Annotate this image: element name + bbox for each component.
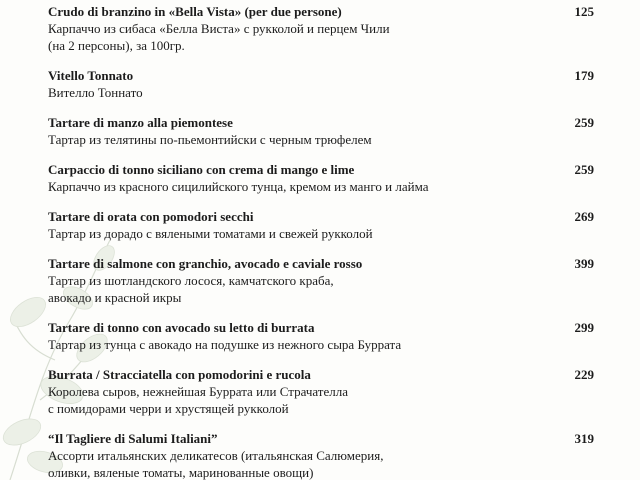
item-price: 269	[574, 209, 594, 224]
item-description: Ассорти итальянских деликатесов (итальянская Салюмерия, оливки, вяленые томаты, маринованные овощи)	[48, 448, 384, 480]
item-price: 125	[574, 4, 594, 19]
item-title: “Il Tagliere di Salumi Italiani”	[48, 431, 218, 446]
item-title: Tartare di manzo alla piemontese	[48, 115, 233, 130]
menu-item	[48, 366, 594, 430]
item-title: Tartare di orata con pomodori secchi	[48, 209, 254, 224]
menu-item	[48, 114, 594, 161]
item-title: Crudo di branzino in «Bella Vista» (per due persone)	[48, 4, 342, 19]
item-title: Tartare di tonno con avocado su letto di burrata	[48, 320, 315, 335]
item-description: Вителло Тоннато	[48, 85, 143, 100]
menu-item	[48, 319, 594, 366]
menu-item	[48, 208, 594, 255]
item-price: 319	[574, 431, 594, 446]
item-title: Vitello Tonnato	[48, 68, 134, 83]
item-description: Тартар из дорадо с вялеными томатами и свежей рукколой	[48, 226, 373, 241]
menu-item	[48, 430, 594, 480]
item-price: 299	[574, 320, 594, 335]
item-title: Burrata / Stracciatella con pomodorini e rucola	[48, 367, 311, 382]
menu-item	[48, 3, 594, 67]
item-description: Тартар из шотландского лосося, камчатского краба, авокадо и красной икры	[48, 273, 334, 305]
item-description: Карпаччо из сибаса «Белла Виста» с рукколой и перцем Чили (на 2 персоны), за 100гр.	[48, 21, 390, 53]
item-description: Карпаччо из красного сицилийского тунца, кремом из манго и лайма	[48, 179, 429, 194]
item-title: Tartare di salmone con granchio, avocado e caviale rosso	[48, 256, 363, 271]
menu-list	[48, 3, 594, 480]
item-price: 179	[574, 68, 594, 83]
item-price: 259	[574, 162, 594, 177]
item-description: Тартар из тунца с авокадо на подушке из нежного сыра Буррата	[48, 337, 402, 352]
menu-item	[48, 161, 594, 208]
item-title: Carpaccio di tonno siciliano con crema di mango e lime	[48, 162, 355, 177]
menu-item	[48, 67, 594, 114]
item-description: Тартар из телятины по-пьемонтийски с черным трюфелем	[48, 132, 372, 147]
item-price: 399	[574, 256, 594, 271]
item-price: 229	[574, 367, 594, 382]
menu-item	[48, 255, 594, 319]
item-price: 259	[574, 115, 594, 130]
item-description: Королева сыров, нежнейшая Буррата или Страчателла с помидорами черри и хрустящей рукколой	[48, 384, 348, 416]
